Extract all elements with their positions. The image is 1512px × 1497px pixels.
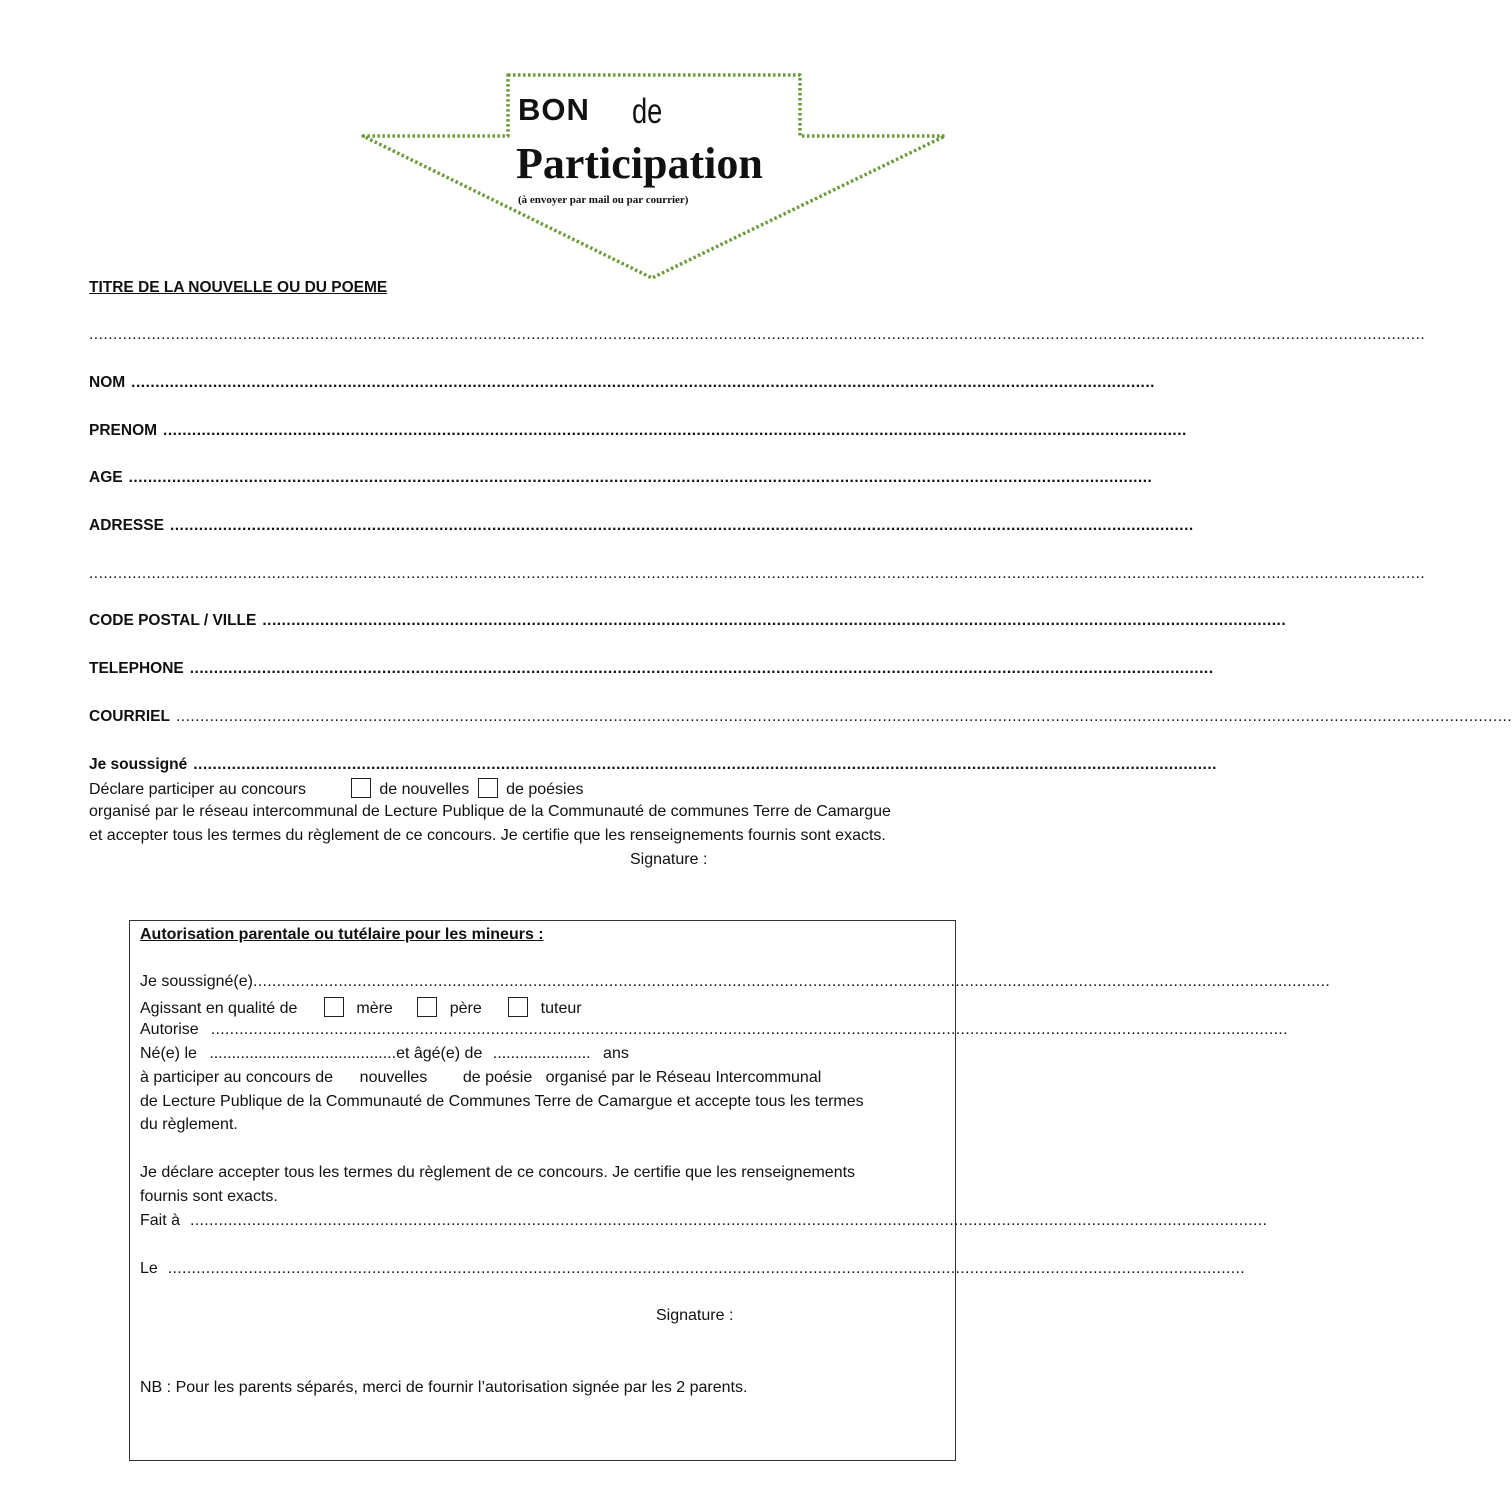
- auth-soussigne-dots: ...................................................................................................................................................................................................................................: [252, 973, 1331, 990]
- adresse-label: ADRESSE: [89, 517, 164, 534]
- code-postal-field[interactable]: [89, 612, 1287, 630]
- auth-le-field[interactable]: [140, 1260, 1245, 1278]
- nom-dots: .....................................................................................................................................................................................................................: [131, 374, 1155, 391]
- soussigne-dots: .....................................................................................................................................................................................................................: [193, 756, 1217, 773]
- auth-naissance-row: [140, 1045, 629, 1063]
- age-dots: .....................................................................................................................................................................................................................: [128, 469, 1153, 486]
- title-field[interactable]: [89, 326, 1426, 344]
- nouvelles-label: de nouvelles: [379, 781, 470, 798]
- nouvelles-checkbox[interactable]: [351, 778, 371, 798]
- banner-bon: BON: [518, 92, 590, 127]
- auth-ans-label: ans: [603, 1045, 629, 1062]
- courriel-dots: ......................................................................................................................................................................................................................................................................................: [175, 708, 1512, 725]
- auth-age-label: et âgé(e) de: [396, 1045, 483, 1062]
- prenom-label: PRENOM: [89, 422, 158, 439]
- banner-subtitle: (à envoyer par mail ou par courrier): [518, 194, 689, 206]
- soussigne-field[interactable]: [89, 756, 1217, 774]
- signature-label: Signature :: [630, 851, 708, 868]
- auth-autorise-field[interactable]: [140, 1021, 1288, 1039]
- auth-soussigne-field[interactable]: [140, 973, 1331, 991]
- poesies-checkbox[interactable]: [478, 778, 498, 798]
- auth-qualite-row: [140, 997, 582, 1018]
- auth-autorise-dots: ...................................................................................................................................................................................................................................: [210, 1021, 1288, 1038]
- prenom-field[interactable]: [89, 422, 1187, 440]
- telephone-label: TELEPHONE: [89, 660, 184, 677]
- telephone-field[interactable]: [89, 660, 1214, 678]
- code-postal-label: CODE POSTAL / VILLE: [89, 612, 257, 629]
- adresse-line2-field[interactable]: [89, 565, 1426, 583]
- adresse-dots: .....................................................................................................................................................................................................................: [169, 517, 1194, 534]
- auth-fait-a-field[interactable]: [140, 1212, 1268, 1230]
- adresse-line2-dots: ......................................................................................................................................................................................................................................................................................: [89, 565, 1426, 582]
- auth-signature-label: Signature :: [656, 1307, 734, 1324]
- tuteur-label: tuteur: [540, 1000, 582, 1017]
- auth-le-dots: ...................................................................................................................................................................................................................................: [167, 1260, 1245, 1277]
- auth-qualite-label: Agissant en qualité de: [140, 1000, 298, 1017]
- adresse-field[interactable]: [89, 517, 1194, 535]
- declare-row: [89, 778, 584, 799]
- title-label: TITRE DE LA NOUVELLE OU DU POEME: [89, 279, 388, 296]
- auth-le-label: Le: [140, 1260, 158, 1277]
- auth-declare-line2: fournis sont exacts.: [140, 1188, 278, 1205]
- mere-label: mère: [356, 1000, 393, 1017]
- tuteur-checkbox[interactable]: [508, 997, 528, 1017]
- mere-checkbox[interactable]: [324, 997, 344, 1017]
- auth-fait-a-dots: ...................................................................................................................................................................................................................................: [190, 1212, 1268, 1229]
- auth-declare-line1: Je déclare accepter tous les termes du règlement de ce concours. Je certifie que les renseignements: [140, 1164, 856, 1181]
- auth-reglement-line: du règlement.: [140, 1116, 238, 1133]
- auth-concours-line: à participer au concours de nouvelles de poésie organisé par le Réseau Intercommunal: [140, 1069, 822, 1086]
- soussigne-label: Je soussigné: [89, 756, 188, 773]
- courriel-field[interactable]: [89, 708, 1512, 726]
- declare-text: Déclare participer au concours: [89, 781, 306, 798]
- auth-ne-label: Né(e) le: [140, 1045, 197, 1062]
- banner-participation: Participation: [516, 139, 763, 188]
- banner-de: de: [632, 92, 663, 131]
- auth-fait-a-label: Fait à: [140, 1212, 181, 1229]
- poesies-label: de poésies: [506, 781, 584, 798]
- declare-para-line2: et accepter tous les termes du règlement de ce concours. Je certifie que les renseignements fournis sont exacts.: [89, 827, 886, 844]
- age-label: AGE: [89, 469, 123, 486]
- nom-field[interactable]: [89, 374, 1155, 392]
- auth-age-dots[interactable]: ......................: [492, 1045, 591, 1062]
- telephone-dots: .....................................................................................................................................................................................................................: [189, 660, 1214, 677]
- auth-reseau-line: de Lecture Publique de la Communauté de Communes Terre de Camargue et accepte tous les termes: [140, 1093, 864, 1110]
- auth-soussigne-label: Je soussigné(e): [140, 973, 253, 990]
- declare-para-line1: organisé par le réseau intercommunal de Lecture Publique de la Communauté de communes Terre de Camargue: [89, 803, 891, 820]
- courriel-label: COURRIEL: [89, 708, 170, 725]
- age-field[interactable]: [89, 469, 1153, 487]
- auth-autorise-label: Autorise: [140, 1021, 199, 1038]
- auth-ne-dots[interactable]: ..........................................: [209, 1045, 397, 1062]
- nom-label: NOM: [89, 374, 126, 391]
- title-dots: ......................................................................................................................................................................................................................................................................................: [89, 326, 1426, 343]
- auth-title: Autorisation parentale ou tutélaire pour les mineurs :: [140, 926, 544, 943]
- prenom-dots: .....................................................................................................................................................................................................................: [163, 422, 1187, 439]
- pere-label: père: [449, 1000, 482, 1017]
- code-postal-dots: .....................................................................................................................................................................................................................: [262, 612, 1287, 629]
- auth-nb-note: NB : Pour les parents séparés, merci de fournir l’autorisation signée par les 2 parents.: [140, 1379, 748, 1396]
- pere-checkbox[interactable]: [417, 997, 437, 1017]
